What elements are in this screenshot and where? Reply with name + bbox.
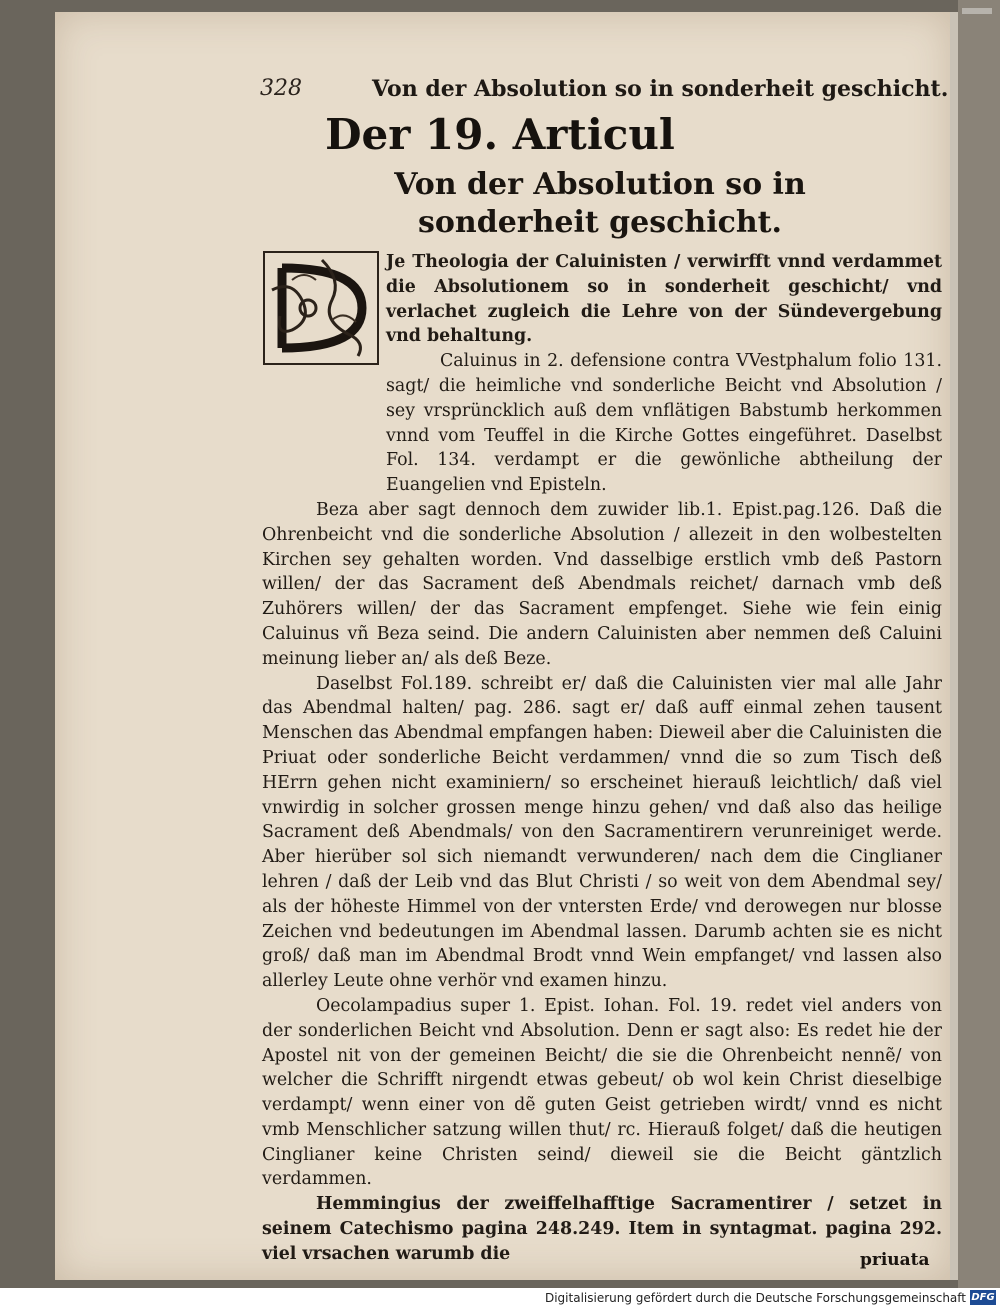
footer-bar	[0, 1288, 1000, 1309]
paragraph-5: Oecolampadius super 1. Epist. Iohan. Fol. 19. redet viel anders von der sonderlichen Beicht vnd Absolution. Denn er sagt also: Es redet hie der Apostel nit von der gemeinen Beicht/ die sie die Ohrenbeicht nennẽ/ von welcher die Schrifft nirgendt etwas gebeut/ ob wol kein Christ dieselbige verdampt/ wenn einer von dẽ guten Geist getrieben wirdt/ vnnd es nicht vmb Menschlicher satzung willen thut/ rc. Hierauß folget/ daß die heutigen Cinglianer keine Christen seind/ dieweil sie die Beicht gäntzlich verdammen.	[262, 995, 942, 1190]
dfg-logo[interactable]: DFG	[971, 1292, 995, 1303]
article-subtitle: Von der Absolution so in sonderheit geschicht.	[394, 167, 806, 240]
footer-credit: Digitalisierung gefördert durch die Deutsche Forschungsgemeinschaft	[544, 1291, 966, 1305]
article-title: Der 19. Articul	[325, 110, 675, 159]
scan-edge-strip	[958, 0, 1000, 1288]
page-header	[260, 76, 949, 108]
running-head: Von der Absolution so in sonderheit geschicht.	[372, 76, 949, 102]
catchword: priuata	[860, 1250, 930, 1270]
paragraph-3: Beza aber sagt dennoch dem zuwider lib.1. Epist.pag.126. Daß die Ohrenbeicht vnd die sonderliche Absolution / allezeit in den wolbestelten Kirchen sey gehalten worden. Vnd dasselbige erstlich vmb deß Pastorn willen/ der das Sacrament deß Abendmals reichet/ darnach vmb deß Zuhörers willen/ der das Sacrament empfenget. Siehe wie fein einig Caluinus vñ Beza seind. Die andern Caluinisten aber nemmen deß Caluini meinung lieber an/ als deß Beze.	[262, 499, 942, 669]
body-text	[262, 250, 942, 1267]
paragraph-6: Hemmingius der zweiffelhafftige Sacramentirer / setzet in seinem Catechismo pagina 248.249. Item in syntagmat. pagina 292. viel vrsachen warumb die	[262, 1194, 942, 1264]
paragraph-4: Daselbst Fol.189. schreibt er/ daß die Caluinisten vier mal alle Jahr das Abendmal halten/ pag. 286. sagt er/ daß auff einmal zehen tausent Menschen das Abendmal empfangen haben: Dieweil aber die Caluinisten die Priuat oder sonderliche Beicht verdammen/ vnnd die so zum Tisch deß HErrn gehen nicht examiniern/ so erscheinet hierauß leichtlich/ daß viel vnwirdig in solcher grossen menge hinzu gehen/ vnd daß also das heilige Sacrament deß Abendmals/ von den Sacramentirern verunreiniget werde. Aber hierüber sol sich niemandt verwunderen/ nach dem die Cinglianer lehren / daß der Leib vnd das Blut Christi / so weit von dem Abendmal sey/ als der höheste Himmel von der vntersten Erde/ vnd derowegen nur blosse Zeichen vnd bedeutungen im Abendmal lassen. Darumb achten sie es nicht groß/ daß man im Abendmal Brodt vnnd Wein empfanget/ vnd lassen also allerley Leute ohne verhör vnd examen hinzu.	[262, 673, 942, 992]
paragraph-1: Je Theologia der Caluinisten / verwirfft vnnd verdammet die Absolutionem so in sonderheit geschicht/ vnd verlachet zugleich die Lehre von der Sündevergebung vnd behaltung.	[386, 252, 942, 347]
paragraph-2: Caluinus in 2. defensione contra VVestphalum folio 131. sagt/ die heimliche vnd sonderliche Beicht vnd Absolution / sey vrsprüncklich auß dem vnflätigen Babstumb herkommen vnnd vom Teuffel in die Kirche Gottes eingeführet. Daselbst Fol. 134. verdampt er die gewönliche abtheilung der Euangelien vnd Episteln.	[386, 351, 942, 496]
page-number: 328	[260, 76, 302, 101]
scan-marker	[962, 8, 992, 14]
